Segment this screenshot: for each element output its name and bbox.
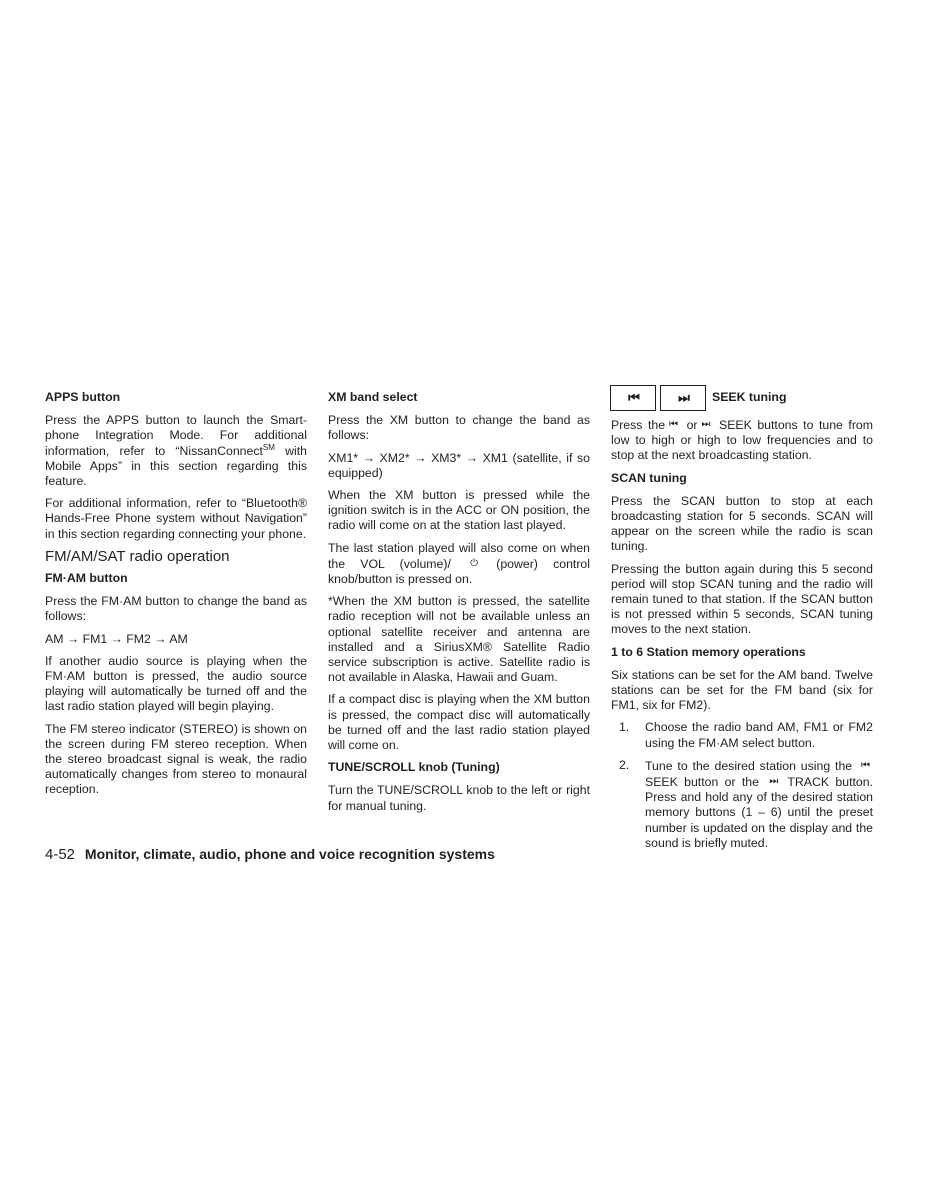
fmam-paragraph-2: If another audio source is playing when the FM·AM button is pressed, the audio source playing will automatically be turned off and the last radio station played will begin playing. (45, 653, 307, 714)
footer-title: Monitor, climate, audio, phone and voice recognition systems (84, 846, 495, 862)
memory-heading: 1 to 6 Station memory operations (611, 644, 806, 659)
xm-paragraph-4: *When the XM button is pressed, the satellite radio reception will not be available unless an optional satellite receiver and antenna are installed and a SiriusXM® Satellite Radio service subscription is active. Satellite radio is not available in Alaska, Hawaii and Guam. (328, 594, 590, 685)
page-number: 4-52 (45, 846, 76, 863)
seek-paragraph-1: Press the ⏮ or ⏭ SEEK buttons to tune from low to high or high to low frequencies and to stop at the next broadcasting station. (611, 418, 873, 463)
apps-paragraph-1: Press the APPS button to launch the Smart-phone Integration Mode. For additional information, refer to “NissanConnect℠ with Mobile Apps” in this section regarding this feature. (45, 413, 307, 489)
seek-back-icon: ⏮ (610, 385, 656, 411)
list-item: 1. Choose the radio band AM, FM1 or FM2 using the FM·AM select button. (619, 720, 873, 750)
apps-heading: APPS button (45, 390, 121, 404)
seek-forward-icon: ⏭ (769, 776, 778, 788)
fmam-sequence: AM → FM1 → FM2 → AM (45, 631, 188, 646)
list-item: 2. Tune to the desired station using the ⏮ SEEK button or the ⏭ TRACK button. Press and hold any of the desired station memory buttons (1 – 6) until the preset number is updated on the display and the sound is briefly muted. (619, 757, 874, 850)
service-mark: SM (262, 442, 275, 452)
tune-paragraph-1: Turn the TUNE/SCROLL knob to the left or right for manual tuning. (328, 783, 590, 813)
section-title: FM/AM/SAT radio operation (45, 547, 230, 565)
column-2 (328, 390, 590, 821)
seek-back-icon: ⏮ (669, 419, 678, 430)
xm-sequence: XM1* → XM2* → XM3* → XM1 (satellite, if so equipped) (328, 450, 590, 480)
column-3 (611, 390, 873, 858)
seek-forward-icon: ⏭ (701, 419, 710, 430)
page-footer (45, 846, 495, 863)
fmam-heading: FM·AM button (45, 571, 128, 586)
fmam-paragraph-3: The FM stereo indicator (STEREO) is shown on the screen during FM stereo reception. When the stereo broadcast signal is weak, the radio automatically changes from stereo to monaural reception. (45, 721, 307, 797)
seek-back-icon: ⏮ (861, 759, 869, 771)
xm-paragraph-2: When the XM button is pressed while the ignition switch is in the ACC or ON position, the radio will come on at the station last played. (328, 488, 590, 533)
xm-paragraph-3: The last station played will also come on when the VOL (volume)/ ⏻ (power) control knob/button is pressed on. (328, 540, 591, 587)
column-1 (45, 390, 307, 805)
apps-paragraph-2: For additional information, refer to “Bluetooth® Hands-Free Phone system without Navigation” in this section regarding connecting your phone. (45, 496, 307, 541)
xm-paragraph-5: If a compact disc is playing when the XM button is pressed, the compact disc will automatically be turned off and the last radio station played will come on. (328, 692, 590, 753)
seek-heading-row (610, 385, 873, 411)
fmam-paragraph-1: Press the FM·AM button to change the band as follows: (45, 594, 307, 624)
tune-heading: TUNE/SCROLL knob (Tuning) (328, 760, 500, 775)
seek-forward-icon: ⏭ (660, 385, 706, 411)
memory-paragraph-1: Six stations can be set for the AM band. Twelve stations can be set for the FM band (six for FM1, six for FM2). (611, 667, 873, 713)
memory-steps (611, 720, 873, 851)
scan-paragraph-2: Pressing the button again during this 5 second period will stop SCAN tuning and the radio will remain tuned to that station. If the SCAN button is not pressed within 5 seconds, SCAN tuning moves to the next station. (611, 561, 873, 637)
seek-heading: SEEK tuning (712, 390, 787, 405)
scan-heading: SCAN tuning (611, 470, 687, 485)
power-icon: ⏻ (470, 557, 478, 569)
xm-paragraph-1: Press the XM button to change the band as follows: (328, 413, 590, 443)
scan-paragraph-1: Press the SCAN button to stop at each broadcasting station for 5 seconds. SCAN will appear on the screen while the radio is scan tuning. (611, 493, 873, 554)
xm-heading: XM band select (328, 390, 418, 404)
